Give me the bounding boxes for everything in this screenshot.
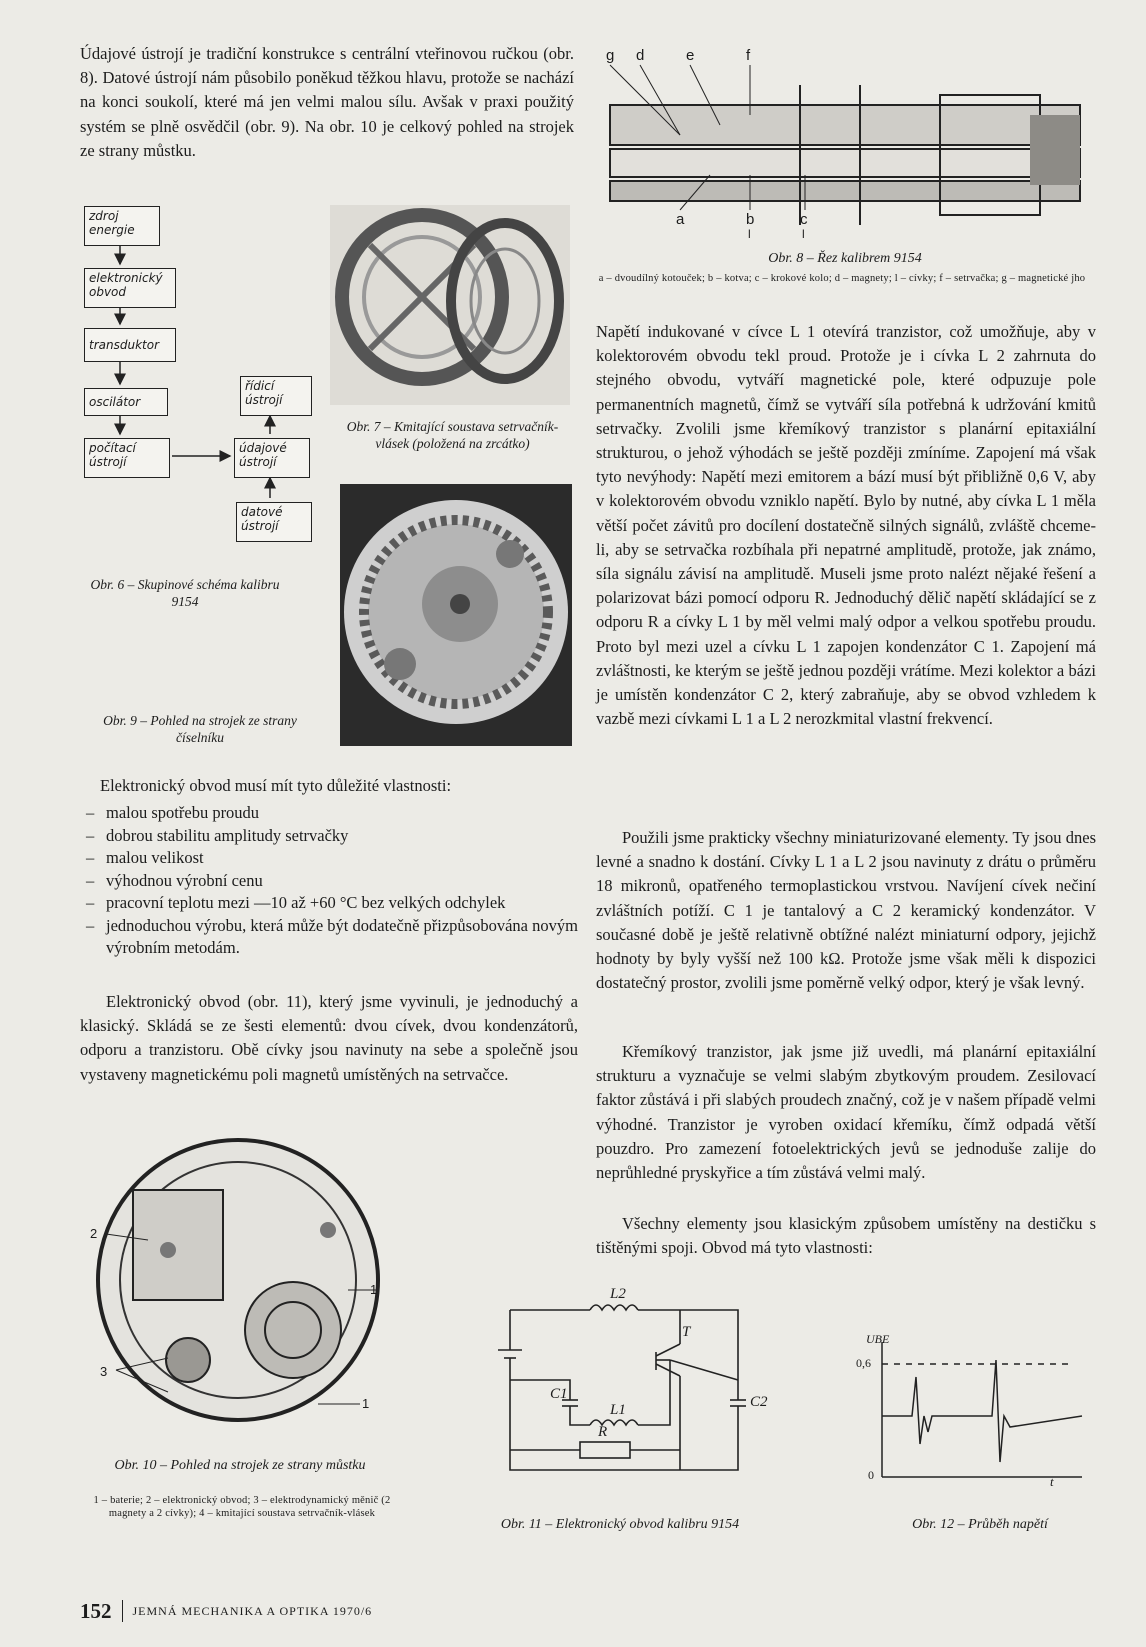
circuit-paragraph: Elektronický obvod (obr. 11), který jsme vyvinuli, je jednoduchý a klasický. Skládá se ze šesti elementů: dvou cívek, dvou kondenzátorů, odporu a tranzistoru. Obě cívky jsou navinuty na sebe a společně jsou vystaveny magnetickému poli magnetů umístěných na setrvačce. [80, 992, 578, 1084]
box-electronic-circuit: elektronický obvod [84, 268, 176, 308]
callout-label: 1 [362, 1396, 370, 1411]
label-L2: L2 [610, 1286, 626, 1302]
properties-heading: Elektronický obvod musí mít tyto důležité vlastnosti: [100, 776, 452, 795]
figure-11-caption: Obr. 11 – Elektronický obvod kalibru 9154 [500, 1517, 740, 1532]
figure-11-circuit [470, 1286, 790, 1490]
footer-divider [122, 1600, 123, 1622]
label-e: e [686, 47, 695, 64]
list-item: – jednoduchou výrobu, která může být dodatečně přizpůsobována novým výrobním metodám. [80, 915, 578, 960]
box-display-mechanism: údajové ústrojí [234, 438, 310, 478]
bridge-side-movement-drawing [78, 1130, 388, 1448]
label-a: a [676, 211, 685, 228]
label-f: f [746, 47, 751, 64]
figure-10-drawing [78, 1130, 388, 1448]
right-paragraph-1: Napětí indukované v cívce L 1 otevírá tranzistor, což umožňuje, aby v kolektorovém obvodu tekl proud. Protože je i cívka L 2 zahrnuta do stejného obvodu, vytváří magnetické pole, které odpuzuje pole permanentních magnetů, čímž se vytváří síla potřebná k udržování kmitů setrvačky. Zvolili jsme křemíkový tranzistor s planární epitaxiální strukturou, o jehož výhodách se ještě později zmíníme. Zapojení má však tyto nevýhody: Napětí mezi emitorem a bází musí být přibližně 0,6 V, aby v kolektorovém obvodu vzniklo napětí. Bylo by nutné, aby cívka L 1 měla větší počet závitů pro docílení dostatečně silných signálů, zvláště chceme-li, aby se setrvačka rozbíhala při nepatrné amplitudě, protože, jak známo, síla signálu závisí na amplitudě. Museli jsme proto nalézt nějaké řešení a polarizovat bázi pomocí odporu R. Jednoduchý dělič napětí skládající se z odporu R a cívky L 1 by měl velmi malý odpor a velkou spotřebu proudu. Proto byl mezi uzel a cívku L 1 zapojen kondenzátor C 1. Zapojení má zvláštnosti, ke kterým se ještě jednou později vrátíme. Mezi kolektor a bázi je umístěn kondenzátor C 2, který zabraňuje, aby se obvod vzhledem k vazbě mezi cívkami L 1 a L 2 nerozkmital vlastní frekvencí. [596, 322, 1096, 729]
label-T: T [682, 1324, 691, 1340]
box-transductor: transduktor [84, 328, 176, 362]
label-l: l [802, 227, 805, 241]
figure-9-caption: Obr. 9 – Pohled na strojek ze strany číselníku [103, 713, 297, 745]
label-g: g [606, 47, 615, 64]
box-energy-source: zdroj energie [84, 206, 160, 246]
right-paragraph-4: Všechny elementy jsou klasickým způsobem umístěny na destičku s tištěnými spoji. Obvod má tyto vlastnosti: [596, 1214, 1096, 1258]
list-item: – pracovní teplotu mezi —10 až +60 °C bez velkých odchylek [80, 892, 578, 915]
figure-8-caption: Obr. 8 – Řez kalibrem 9154 [768, 251, 922, 266]
callout-label: 3 [100, 1364, 108, 1379]
balance-wheel-illustration [330, 205, 570, 405]
label-c: c [800, 211, 808, 228]
label-R: R [598, 1424, 608, 1440]
page-footer [80, 1598, 372, 1624]
figure-12-waveform [852, 1332, 1092, 1492]
callout-label: 2 [90, 1226, 98, 1241]
box-counting-mechanism: počítací ústrojí [84, 438, 170, 478]
intro-paragraph: Údajové ústrojí je tradiční konstrukce s centrální vteřinovou ručkou (obr. 8). Datové ústrojí nám působilo poněkud těžkou hlavu, protože se nachází na konci soukolí, které má jen velmi malou sílu. Avšak v praxi použitý systém se plně osvědčil (obr. 9). Na obr. 10 je celkový pohled na strojek ze strany můstku. [80, 44, 574, 160]
journal-name: JEMNÁ MECHANIKA A OPTIKA 1970/6 [132, 1603, 373, 1618]
figure-8-legend: a – dvoudílný kotouček; b – kotva; c – krokové kolo; d – magnety; l – cívky; f – setrvačka; g – magnetické jho [598, 273, 1086, 284]
x-axis-label: t [1050, 1474, 1054, 1489]
box-oscillator: oscilátor [84, 388, 168, 416]
figure-7-photo [330, 205, 570, 405]
figure-12-caption: Obr. 12 – Průběh napětí [912, 1517, 1048, 1532]
list-item: – malou velikost [80, 847, 578, 870]
label-C2: C2 [750, 1394, 768, 1410]
callout-label: 1 [370, 1282, 378, 1297]
right-paragraph-3: Křemíkový tranzistor, jak jsme již uvedli, má planární epitaxiální strukturu a vyznačuje se velmi slabým zbytkovým proudem. Zesilovací faktor zůstává i při slabých proudech značný, což je v našem případě velmi výhodné. Tranzistor je vyroben oxidací křemíku, čímž odpadá větší pouzdro. Pro zamezení fotoelektrických jevů se jednoduše zalije do neprůhledné pryskyřice a tím zůstává velmi malý. [596, 1042, 1096, 1183]
y-tick-label: 0,6 [856, 1356, 871, 1370]
circuit-schematic [470, 1290, 790, 1490]
label-L1: L1 [610, 1402, 626, 1418]
box-control-mechanism: řídicí ústrojí [240, 376, 312, 416]
box-date-mechanism: datové ústrojí [236, 502, 312, 542]
page-number: 152 [80, 1598, 112, 1623]
list-item: – dobrou stabilitu amplitudy setrvačky [80, 825, 578, 848]
list-item: – výhodnou výrobní cenu [80, 870, 578, 893]
properties-list [80, 802, 578, 960]
label-C1: C1 [550, 1386, 568, 1402]
figure-6-caption: Obr. 6 – Skupinové schéma kalibru 9154 [90, 577, 280, 609]
figure-10-legend: 1 – baterie; 2 – elektronický obvod; 3 – elektrodynamický měnič (2 magnety a 2 cívky); 4 – kmitající soustava setrvačník-vlásek [93, 1495, 391, 1519]
figure-7-caption: Obr. 7 – Kmitající soustava setrvačník-vlásek (položená na zrcátko) [346, 419, 559, 451]
label-l: l [748, 227, 751, 241]
label-b: b [746, 211, 755, 228]
figure-9-photo [340, 484, 572, 746]
origin-label: 0 [868, 1468, 874, 1482]
dial-side-movement-illustration [340, 484, 572, 746]
figure-6-block-diagram [78, 198, 338, 558]
figure-8-cross-section [600, 45, 1100, 245]
voltage-plot [852, 1332, 1092, 1492]
right-paragraph-2: Použili jsme prakticky všechny miniaturizované elementy. Ty jsou dnes levné a snadno k dostání. Cívky L 1 a L 2 jsou navinuty z drátu o průměru 18 mikronů, opatřeného termoplastickou vrstvou. Navíjení cívek nečiní zvláštních potíží. C 1 je tantalový a C 2 keramický kondenzátor. V současné době je ještě relativně obtížné nalézt miniaturní odpory, jejichž hodnoty by byly vyšší než 100 kΩ. Protože jsme však měli k dispozici dostatečný prostor, zvolili jsme poměrně velký odpor, který je však levný. [596, 828, 1096, 993]
figure-10-caption: Obr. 10 – Pohled na strojek ze strany můstku [114, 1458, 366, 1473]
cross-section-drawing [600, 45, 1100, 245]
list-item: – malou spotřebu proudu [80, 802, 578, 825]
y-axis-label: UBE [866, 1332, 890, 1346]
label-d: d [636, 47, 645, 64]
